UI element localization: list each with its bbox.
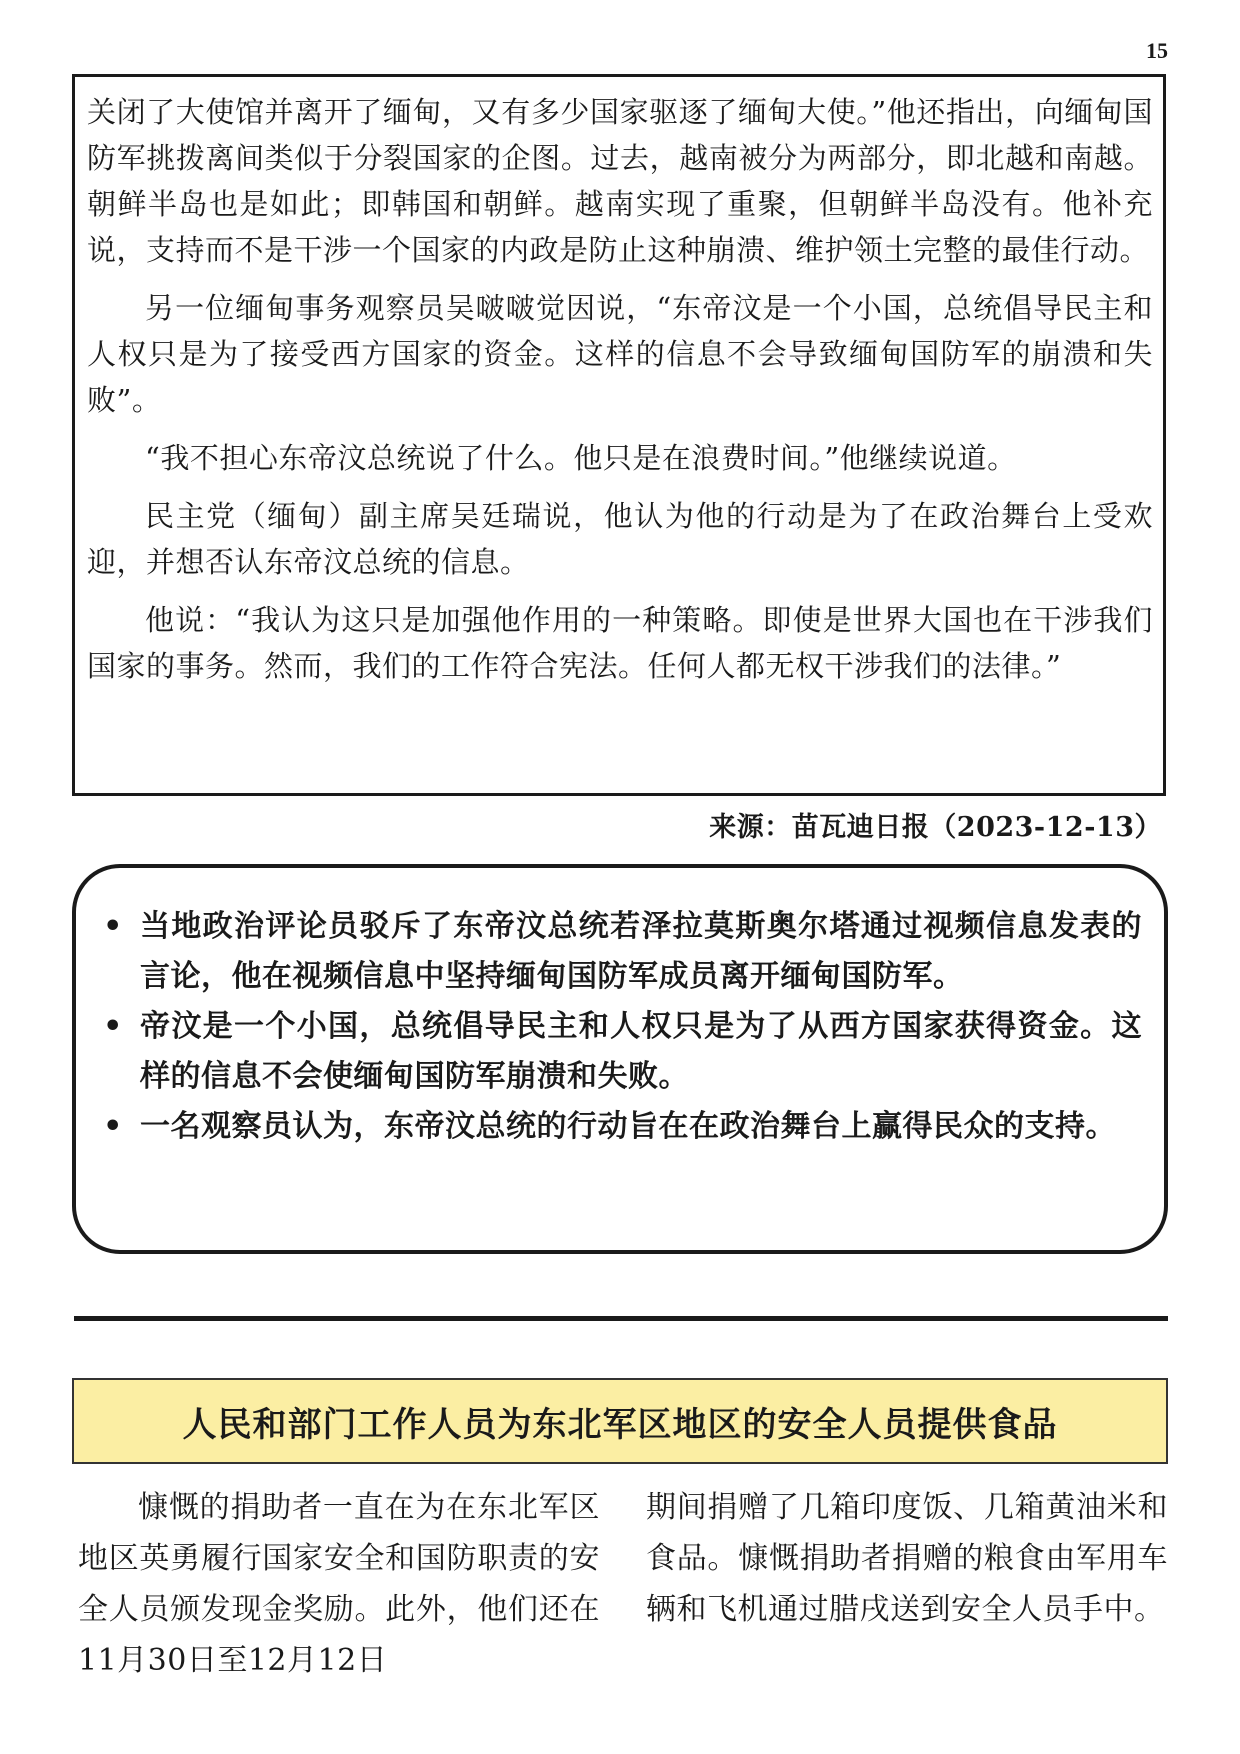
summary-item: [98, 902, 1142, 1002]
summary-list: [98, 902, 1142, 1152]
summary-item-text: 帝汶是一个小国，总统倡导民主和人权只是为了从西方国家获得资金。这样的信息不会使缅甸国防军崩溃和失败。: [140, 1009, 1142, 1094]
summary-item: [98, 1002, 1142, 1102]
article-paragraph: “我不担心东帝汶总统说了什么。他只是在浪费时间。”他继续说道。: [145, 441, 1017, 475]
news-text-left: 慷慨的捐助者一直在为在东北军区地区英勇履行国家安全和国防职责的安全人员颁发现金奖励。此外，他们还在11月30日至12月12日: [78, 1490, 600, 1678]
summary-box: [72, 864, 1168, 1254]
headline-title: 人民和部门工作人员为东北军区地区的安全人员提供食品: [182, 1404, 1058, 1445]
section-divider: [74, 1316, 1168, 1321]
news-columns: [78, 1482, 1168, 1686]
article-paragraph: 民主党（缅甸）副主席吴廷瑞说，他认为他的行动是为了在政治舞台上受欢迎，并想否认东帝汶总统的信息。: [87, 499, 1153, 579]
article-paragraph: 另一位缅甸事务观察员吴啵啵觉因说，“东帝汶是一个小国，总统倡导民主和人权只是为了接受西方国家的资金。这样的信息不会导致缅甸国防军的崩溃和失败”。: [87, 291, 1153, 417]
bullet-icon: •: [103, 909, 123, 944]
news-column-right: [646, 1482, 1168, 1686]
bullet-icon: •: [103, 1109, 123, 1144]
bullet-icon: •: [103, 1009, 123, 1044]
news-column-left: [78, 1482, 600, 1686]
page-number: 15: [1146, 38, 1168, 63]
summary-item: [98, 1102, 1142, 1152]
summary-item-text: 一名观察员认为，东帝汶总统的行动旨在在政治舞台上赢得民众的支持。: [140, 1109, 1116, 1144]
summary-item-text: 当地政治评论员驳斥了东帝汶总统若泽拉莫斯奥尔塔通过视频信息发表的言论，他在视频信息中坚持缅甸国防军成员离开缅甸国防军。: [140, 909, 1142, 994]
news-text-right: 期间捐赠了几箱印度饭、几箱黄油米和食品。慷慨捐助者捐赠的粮食由军用车辆和飞机通过腊戌送到安全人员手中。: [646, 1490, 1168, 1627]
headline-box: [72, 1378, 1168, 1464]
article-paragraph: 关闭了大使馆并离开了缅甸，又有多少国家驱逐了缅甸大使。”他还指出，向缅甸国防军挑拨离间类似于分裂国家的企图。过去，越南被分为两部分，即北越和南越。朝鲜半岛也是如此；即韩国和朝鲜。越南实现了重聚，但朝鲜半岛没有。他补充说，支持而不是干涉一个国家的内政是防止这种崩溃、维护领土完整的最佳行动。: [87, 95, 1153, 267]
article-source: 来源：苗瓦迪日报（2023-12-13）: [709, 812, 1162, 843]
article-paragraph: 他说：“我认为这只是加强他作用的一种策略。即使是世界大国也在干涉我们国家的事务。然而，我们的工作符合宪法。任何人都无权干涉我们的法律。”: [87, 603, 1153, 683]
article-box: [72, 74, 1166, 796]
